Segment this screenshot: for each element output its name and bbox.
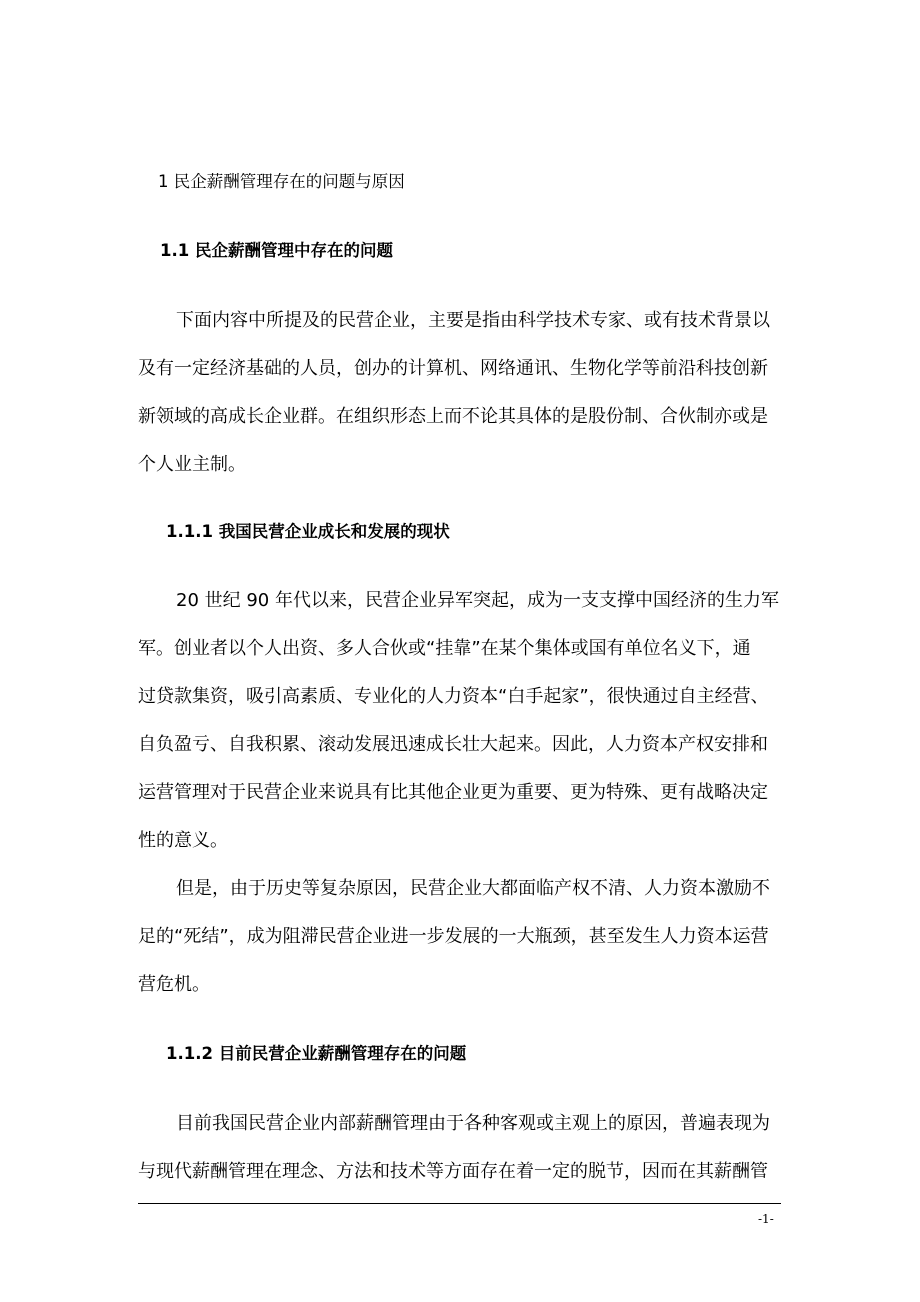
paragraph-problem [138,865,798,1009]
paragraph-line: 运营管理对于民营企业来说具有比其他企业更为重要、更为特殊、更有战略决定 [138,782,768,803]
section-heading-1-1: 1.1 民企薪酬管理中存在的问题 [160,241,393,260]
section-heading-1-1-1: 1.1.1 我国民营企业成长和发展的现状 [166,522,450,541]
paragraph-line: 性的意义。 [138,830,228,851]
paragraph-line: 20 世纪 90 年代以来，民营企业异军突起，成为一支支撑中国经济的生力军 [176,590,779,611]
paragraph-line: 军。创业者以个人出资、多人合伙或“挂靠”在某个集体或国有单位名义下，通 [138,638,751,659]
paragraph-line: 与现代薪酬管理在理念、方法和技术等方面存在着一定的脱节，因而在其薪酬管 [138,1161,768,1182]
paragraph-line: 个人业主制。 [138,454,246,475]
paragraph-current [138,1100,798,1196]
paragraph-line: 过贷款集资，吸引高素质、专业化的人力资本“白手起家”，很快通过自主经营、 [138,686,769,707]
paragraph-line: 营危机。 [138,974,210,995]
section-heading-1-1-2: 1.1.2 目前民营企业薪酬管理存在的问题 [166,1044,467,1063]
paragraph-line: 目前我国民营企业内部薪酬管理由于各种客观或主观上的原因，普遍表现为 [176,1113,770,1134]
paragraph-line: 足的“死结”，成为阻滞民营企业进一步发展的一大瓶颈，甚至发生人力资本运营 [138,926,769,947]
paragraph-line: 新领域的高成长企业群。在组织形态上而不论其具体的是股份制、合伙制亦或是 [138,406,768,427]
paragraph-line: 自负盈亏、自我积累、滚动发展迅速成长壮大起来。因此，人力资本产权安排和 [138,734,768,755]
paragraph-line: 下面内容中所提及的民营企业，主要是指由科学技术专家、或有技术背景以 [176,310,770,331]
footer-divider [138,1203,781,1204]
page-number: -1- [758,1212,774,1226]
paragraph-line: 及有一定经济基础的人员，创办的计算机、网络通讯、生物化学等前沿科技创新 [138,358,768,379]
section-heading-1: 1 民企薪酬管理存在的问题与原因 [158,172,405,191]
paragraph-line: 但是，由于历史等复杂原因，民营企业大都面临产权不清、人力资本激励不 [176,878,770,899]
paragraph-status [138,577,798,865]
paragraph-intro [138,297,798,489]
